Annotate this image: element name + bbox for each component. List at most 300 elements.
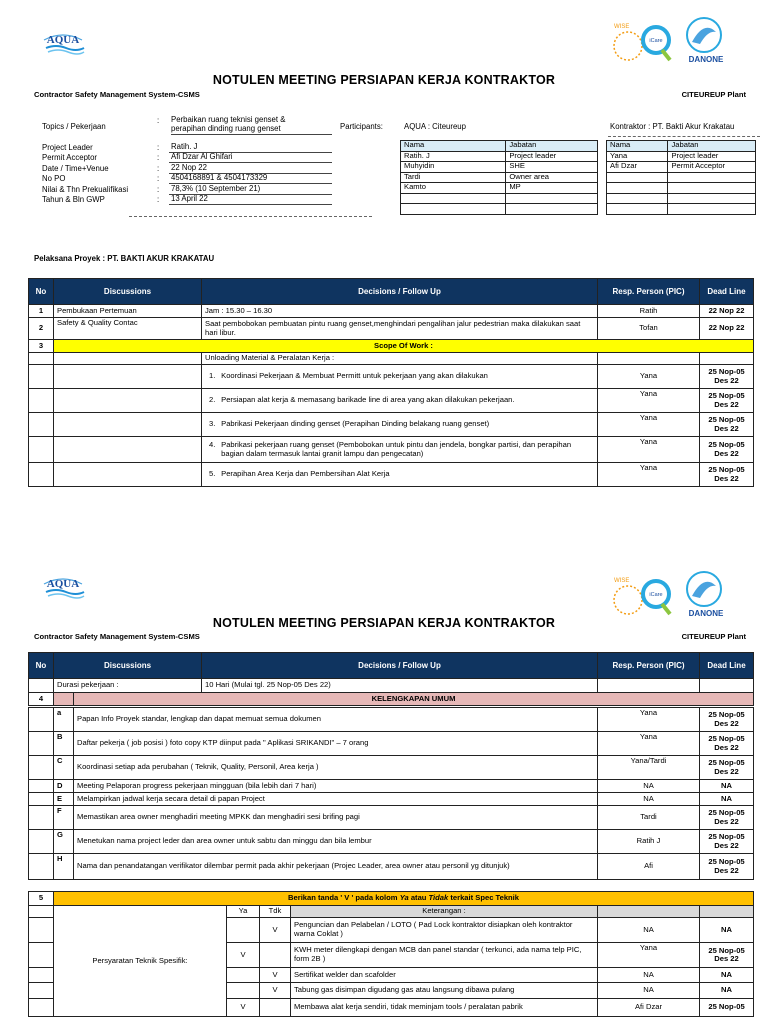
scope-item-number: 1.	[209, 371, 216, 381]
row-discussion: Safety & Quality Contac	[54, 318, 202, 340]
info-acceptor-row	[42, 153, 332, 164]
gwp-label: Tahun & Bln GWP	[42, 195, 105, 205]
section-row-scope	[29, 340, 754, 353]
check-tdk	[260, 943, 291, 968]
table-cell	[29, 854, 54, 880]
deadline-line-2: Des 22	[714, 423, 739, 433]
table-cell	[668, 172, 756, 183]
deadline-line-2: Des 22	[714, 840, 739, 850]
scope-item-text: Perapihan Area Kerja dan Pembersihan Alat Kerja	[221, 469, 390, 479]
po-value: 4504168891 & 4504173329	[169, 174, 332, 184]
deadline-line-2: Des 22	[714, 448, 739, 458]
row-deadline	[700, 756, 754, 780]
row-pic: Yana	[598, 943, 700, 968]
scope-item	[202, 413, 598, 437]
topics-value-line-1: Perbaikan ruang teknisi genset &	[171, 115, 286, 124]
icare-text: iCare	[649, 38, 663, 44]
table-cell	[29, 780, 54, 793]
scope-item-number: 2.	[209, 395, 216, 405]
row-deadline	[700, 413, 754, 437]
table-cell	[54, 413, 202, 437]
table-header-jabatan: Jabatan	[668, 141, 756, 152]
header-decisions: Decisions / Follow Up	[202, 653, 598, 679]
deadline-line-2: Des 22	[714, 742, 739, 752]
subtitle-csms: Contractor Safety Management System-CSMS	[34, 90, 200, 99]
unloading-label: Unloading Material & Peralatan Kerja :	[202, 353, 598, 365]
spec-teknik-label	[54, 892, 754, 906]
row-deadline: 25 Nop-05	[700, 999, 754, 1017]
table-cell: Muhyidin	[401, 162, 506, 173]
deadline-line-1: 25 Nop-05	[708, 832, 745, 842]
table-cell	[598, 353, 700, 365]
nilai-label: Nilai & Thn Prekualifikasi	[42, 184, 129, 194]
leader-value: Ratih. J	[169, 143, 332, 153]
table-cell: Afi Dzar	[607, 162, 668, 173]
scope-item-number: 5.	[209, 469, 216, 479]
kelengkapan-umum-label: KELENGKAPAN UMUM	[74, 693, 754, 706]
pelaksana-proyek: Pelaksana Proyek : PT. BAKTI AKUR KRAKATAU	[34, 254, 215, 263]
table-cell: Project leader	[668, 151, 756, 162]
header-pic: Resp. Person (PIC)	[598, 279, 700, 305]
table-cell	[29, 463, 54, 487]
row-key: C	[54, 756, 74, 780]
scope-of-work-label: Scope Of Work :	[54, 340, 754, 353]
table-row	[607, 172, 756, 183]
aqua-logo-text: AQUA	[46, 578, 80, 590]
deadline-line-2: Des 22	[714, 816, 739, 826]
table-cell	[54, 693, 74, 706]
check-tdk: V	[260, 968, 291, 983]
info-leader-row	[42, 142, 332, 153]
table-cell	[29, 437, 54, 463]
table-cell	[401, 193, 506, 204]
header-keterangan: Keterangan :	[291, 906, 598, 918]
topics-value	[169, 116, 332, 142]
table-cell	[700, 679, 754, 693]
table-cell	[668, 183, 756, 194]
page-title: NOTULEN MEETING PERSIAPAN KERJA KONTRAKTOR	[212, 73, 556, 87]
kelengkapan-table	[28, 652, 754, 706]
row-key: E	[54, 793, 74, 806]
aqua-logo	[40, 570, 86, 602]
table-header-nama: Nama	[401, 141, 506, 152]
spec-label-atau: atau	[408, 893, 429, 903]
date-value: 22 Nop 22	[169, 164, 332, 174]
deadline-line-1: 25 Nop-05	[708, 945, 745, 955]
spec-text: Sertifikat welder dan scafolder	[291, 968, 598, 983]
table-row	[607, 204, 756, 215]
table-cell	[54, 389, 202, 413]
kontraktor-label: Kontraktor : PT. Bakti Akur Krakatau	[610, 122, 735, 131]
row-deadline	[700, 806, 754, 830]
table-cell	[598, 906, 700, 918]
table-row	[29, 732, 754, 756]
scope-item-row	[29, 389, 754, 413]
table-cell: Yana	[607, 151, 668, 162]
check-tdk	[260, 999, 291, 1017]
table-cell	[607, 204, 668, 215]
table-row	[29, 756, 754, 780]
row-deadline: 22 Nop 22	[700, 318, 754, 340]
deadline-line-1: 25 Nop-05	[708, 415, 745, 425]
row-deadline: NA	[700, 983, 754, 999]
colon: :	[157, 153, 160, 163]
table-cell	[29, 389, 54, 413]
persyaratan-label: Persyaratan Teknik Spesifik:	[54, 906, 227, 1017]
check-tdk: V	[260, 983, 291, 999]
row-key: D	[54, 780, 74, 793]
spec-label-a: Berikan tanda ' V ' pada kolom	[288, 893, 400, 903]
deadline-line-1: 25 Nop-05	[708, 808, 745, 818]
deadline-line-1: 25 Nop-05	[708, 391, 745, 401]
nilai-value: 78,3% (10 September 21)	[169, 185, 332, 195]
scope-item	[202, 463, 598, 487]
danone-icare-logo	[604, 564, 754, 622]
row-key: a	[54, 708, 74, 732]
project-info	[42, 116, 332, 217]
row-pic: Ratih J	[598, 830, 700, 854]
scope-item-row	[29, 437, 754, 463]
row-no: 4	[29, 693, 54, 706]
acceptor-label: Permit Acceptor	[42, 153, 98, 163]
table-header-row	[401, 141, 598, 152]
row-deadline	[700, 708, 754, 732]
row-text: Meeting Pelaporan progress pekerjaan mingguan (bila lebih dari 7 hari)	[74, 780, 598, 793]
header-discussions: Discussions	[54, 279, 202, 305]
participants-value: AQUA : Citeureup	[404, 122, 466, 131]
row-key: G	[54, 830, 74, 854]
deadline-line-1: 25 Nop-05	[708, 758, 745, 768]
header-no: No	[29, 653, 54, 679]
header-tdk: Tdk	[260, 906, 291, 918]
deadline-line-2: Des 22	[714, 718, 739, 728]
participants-label: Participants:	[340, 122, 383, 131]
info-po-row	[42, 174, 332, 185]
table-row	[607, 183, 756, 194]
spec-text: Penguncian dan Pelabelan / LOTO ( Pad Lock kontraktor disiapkan oleh kontraktor warna Coklat )	[291, 918, 598, 943]
danone-icare-logo	[604, 10, 754, 68]
subtitle-csms: Contractor Safety Management System-CSMS	[34, 632, 200, 641]
table-header-nama: Nama	[607, 141, 668, 152]
check-ya	[227, 968, 260, 983]
table-cell: Owner area	[506, 172, 598, 183]
row-pic: Yana	[598, 732, 700, 756]
deadline-line-2: Des 22	[714, 766, 739, 776]
row-text: Koordinasi setiap ada perubahan ( Teknik, Quality, Personil, Area kerja )	[74, 756, 598, 780]
scope-item-text: Pabrikasi Pekerjaan dinding genset (Perapihan Dinding belakang ruang genset)	[221, 419, 490, 429]
row-pic: Afi Dzar	[598, 999, 700, 1017]
divider	[129, 216, 372, 217]
row-pic: NA	[598, 983, 700, 999]
table-row	[401, 183, 598, 194]
row-text: Daftar pekerja ( job posisi ) foto copy KTP diinput pada " Aplikasi SRIKANDI" – 7 orang	[74, 732, 598, 756]
durasi-value: 10 Hari (Mulai tgl. 25 Nop-05 Des 22)	[202, 679, 598, 693]
row-pic: NA	[598, 918, 700, 943]
row-discussion: Pembukaan Pertemuan	[54, 305, 202, 318]
row-key: B	[54, 732, 74, 756]
table-cell	[29, 365, 54, 389]
deadline-line-1: 25 Nop-05	[708, 465, 745, 475]
table-cell	[401, 204, 506, 215]
check-tdk: V	[260, 918, 291, 943]
table-cell	[29, 983, 54, 999]
row-pic: Afi	[598, 854, 700, 880]
table-cell	[29, 413, 54, 437]
table-row	[29, 780, 754, 793]
spec-text: Tabung gas disimpan digudang gas atau langsung dibawa pulang	[291, 983, 598, 999]
deadline-line-1: 25 Nop-05	[708, 367, 745, 377]
table-cell	[668, 204, 756, 215]
table-cell	[607, 193, 668, 204]
row-pic: Yana	[598, 437, 700, 463]
table-row	[29, 793, 754, 806]
table-cell	[506, 204, 598, 215]
row-pic: Yana	[598, 708, 700, 732]
table-cell	[598, 679, 700, 693]
check-ya: V	[227, 943, 260, 968]
aqua-logo-text: AQUA	[46, 34, 80, 46]
scope-item	[202, 389, 598, 413]
icare-text: iCare	[649, 592, 663, 598]
row-pic: Yana	[598, 365, 700, 389]
table-cell: Kamto	[401, 183, 506, 194]
info-topics-row	[42, 116, 332, 142]
row-deadline: NA	[700, 780, 754, 793]
row-deadline	[700, 830, 754, 854]
deadline-line-2: Des 22	[714, 473, 739, 483]
row-pic: NA	[598, 968, 700, 983]
row-key: F	[54, 806, 74, 830]
row-pic: Tofan	[598, 318, 700, 340]
aqua-participants-table	[400, 140, 598, 215]
table-cell	[668, 193, 756, 204]
table-cell	[29, 999, 54, 1017]
subtitle-plant: CITEUREUP Plant	[681, 632, 746, 641]
durasi-label: Durasi pekerjaan :	[54, 679, 202, 693]
deadline-line-2: Des 22	[714, 399, 739, 409]
divider	[608, 136, 760, 137]
table-header-jabatan: Jabatan	[506, 141, 598, 152]
row-deadline: 22 Nop 22	[700, 305, 754, 318]
deadline-line-2: Des 22	[714, 375, 739, 385]
spec-header-row	[29, 906, 754, 918]
table-row	[29, 679, 754, 693]
acceptor-value: Afi Dzar Al Ghifari	[169, 153, 332, 163]
row-text: Nama dan penandatangan verifikator dilembar permit pada akhir pekerjaan (Projec Leader, area owner atau personil yg ditunjuk)	[74, 854, 598, 880]
table-row	[401, 151, 598, 162]
table-row	[29, 708, 754, 732]
colon: :	[157, 142, 160, 152]
colon: :	[157, 174, 160, 184]
row-deadline: NA	[700, 968, 754, 983]
row-pic: Tardi	[598, 806, 700, 830]
scope-item	[202, 365, 598, 389]
kelengkapan-rows	[28, 707, 754, 880]
row-deadline	[700, 943, 754, 968]
table-cell	[54, 463, 202, 487]
table-row	[401, 204, 598, 215]
row-deadline	[700, 463, 754, 487]
deadline-line-1: 25 Nop-05	[708, 440, 745, 450]
table-row	[607, 193, 756, 204]
table-cell	[29, 708, 54, 732]
header-deadline: Dead Line	[700, 653, 754, 679]
deadline-line-2: Des 22	[714, 865, 739, 875]
page-title: NOTULEN MEETING PERSIAPAN KERJA KONTRAKTOR	[212, 616, 556, 630]
table-row	[29, 305, 754, 318]
subtitle-plant: CITEUREUP Plant	[681, 90, 746, 99]
row-deadline	[700, 389, 754, 413]
header-discussions: Discussions	[54, 653, 202, 679]
table-cell	[29, 806, 54, 830]
wise-text: WISE	[614, 24, 630, 30]
table-cell	[700, 906, 754, 918]
info-gwp-row	[42, 195, 332, 206]
table-cell: Ratih. J	[401, 151, 506, 162]
row-pic: Yana	[598, 413, 700, 437]
danone-text: DANONE	[688, 609, 724, 618]
table-cell	[29, 679, 54, 693]
section-row-spec	[29, 892, 754, 906]
row-deadline: NA	[700, 918, 754, 943]
spec-text: KWH meter dilengkapi dengan MCB dan panel standar ( terkunci, ada nama telp PIC, form 2B )	[291, 943, 598, 968]
table-cell	[29, 943, 54, 968]
row-text: Menetukan nama project leder dan area owner untuk sabtu dan minggu dan bila lembur	[74, 830, 598, 854]
table-row	[607, 151, 756, 162]
table-header-row	[29, 279, 754, 305]
row-text: Memastikan area owner menghadiri meeting MPKK dan menghadiri sesi brifing pagi	[74, 806, 598, 830]
table-cell	[607, 172, 668, 183]
colon: :	[157, 116, 160, 125]
scope-item-number: 3.	[209, 419, 216, 429]
deadline-line-1: 25 Nop-05	[708, 734, 745, 744]
row-pic: NA	[598, 780, 700, 793]
scope-item-text: Persiapan alat kerja & memasang barikade line di area yang akan dilakukan pekerjaan.	[221, 395, 515, 405]
deadline-line-1: 25 Nop-05	[708, 710, 745, 720]
row-no: 2	[29, 318, 54, 340]
table-cell: MP	[506, 183, 598, 194]
danone-text: DANONE	[688, 55, 724, 64]
spec-label-tidak: Tidak	[428, 893, 449, 903]
table-cell	[29, 968, 54, 983]
table-cell	[29, 918, 54, 943]
row-pic: Yana	[598, 463, 700, 487]
colon: :	[157, 184, 160, 194]
row-decision: Jam : 15.30 – 16.30	[202, 305, 598, 318]
scope-item-number: 4.	[209, 439, 216, 449]
table-header-row	[607, 141, 756, 152]
header-pic: Resp. Person (PIC)	[598, 653, 700, 679]
kontraktor-participants-table	[606, 140, 756, 215]
deadline-line-1: 25 Nop-05	[708, 857, 745, 867]
table-cell: Tardi	[401, 172, 506, 183]
row-deadline	[700, 437, 754, 463]
deadline-line-2: Des 22	[714, 954, 739, 963]
row-deadline: NA	[700, 793, 754, 806]
table-cell	[54, 437, 202, 463]
info-nilai-row	[42, 184, 332, 195]
topics-value-line-2: perapihan dinding ruang genset	[171, 125, 332, 135]
info-date-row	[42, 163, 332, 174]
table-cell: Permit Acceptor	[668, 162, 756, 173]
scope-item-row	[29, 365, 754, 389]
spec-text: Membawa alat kerja sendiri, tidak meminjam tools / peralatan pabrik	[291, 999, 598, 1017]
topics-label: Topics / Pekerjaan	[42, 122, 106, 131]
check-ya: V	[227, 999, 260, 1017]
table-row	[29, 830, 754, 854]
table-row	[401, 162, 598, 173]
row-pic: Yana	[598, 389, 700, 413]
table-row	[607, 162, 756, 173]
header-no: No	[29, 279, 54, 305]
date-label: Date / Time+Venue	[42, 163, 109, 173]
row-deadline	[700, 854, 754, 880]
header-deadline: Dead Line	[700, 279, 754, 305]
table-cell	[29, 756, 54, 780]
row-no: 3	[29, 340, 54, 353]
discussion-table	[28, 278, 754, 487]
row-decision: Saat pembobokan pembuatan pintu ruang genset,menghindari pengalihan jalur pedestrian maka dilakukan saat hari libur.	[202, 318, 598, 340]
header-ya: Ya	[227, 906, 260, 918]
table-header-row	[29, 653, 754, 679]
table-cell	[54, 353, 202, 365]
row-text: Melampirkan jadwal kerja secara detail di papan Project	[74, 793, 598, 806]
scope-item-text: Koordinasi Pekerjaan & Membuat Permitt untuk pekerjaan yang akan dilakukan	[221, 371, 488, 381]
table-cell	[29, 732, 54, 756]
table-cell: SHE	[506, 162, 598, 173]
scope-item-text: Pabrikasi pekerjaan ruang genset (Pembobokan untuk pintu dan jendela, bongkar partisi, dan perapihan bagian dalam termasuk lantai granit lampu dan pengecatan)	[221, 439, 572, 458]
page-2	[0, 520, 768, 1024]
row-pic: Ratih	[598, 305, 700, 318]
table-row	[29, 854, 754, 880]
row-key: H	[54, 854, 74, 880]
check-ya	[227, 918, 260, 943]
spec-label-b: terkait Spec Teknik	[448, 893, 520, 903]
table-row	[29, 806, 754, 830]
table-row	[29, 318, 754, 340]
table-cell	[29, 830, 54, 854]
scope-item-row	[29, 463, 754, 487]
aqua-logo	[40, 26, 86, 58]
table-cell	[506, 193, 598, 204]
colon: :	[157, 195, 160, 205]
colon: :	[157, 163, 160, 173]
table-cell	[54, 365, 202, 389]
table-cell	[29, 906, 54, 918]
row-no: 1	[29, 305, 54, 318]
table-row	[29, 353, 754, 365]
row-pic: Yana/Tardi	[598, 756, 700, 780]
table-row	[401, 193, 598, 204]
wise-text: WISE	[614, 578, 630, 584]
header-decisions: Decisions / Follow Up	[202, 279, 598, 305]
scope-item-row	[29, 413, 754, 437]
spec-teknik-table	[28, 891, 754, 1017]
row-no: 5	[29, 892, 54, 906]
check-ya	[227, 983, 260, 999]
row-deadline	[700, 365, 754, 389]
po-label: No PO	[42, 174, 66, 184]
table-cell	[29, 793, 54, 806]
row-text: Papan Info Proyek standar, lengkap dan dapat memuat semua dokumen	[74, 708, 598, 732]
gwp-value: 13 April 22	[169, 195, 332, 205]
scope-item	[202, 437, 598, 463]
table-row	[401, 172, 598, 183]
section-row-kelengkapan	[29, 693, 754, 706]
table-cell	[607, 183, 668, 194]
spec-label-ya: Ya	[399, 893, 409, 903]
row-pic: NA	[598, 793, 700, 806]
